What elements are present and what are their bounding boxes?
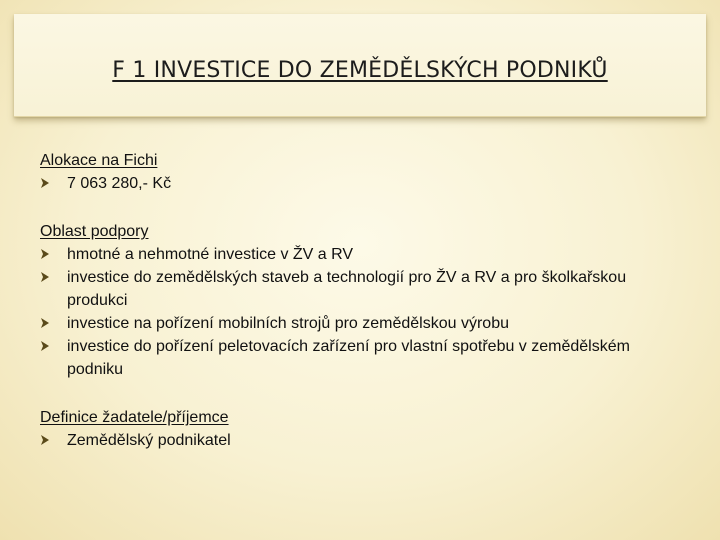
section-definice-zadatele bbox=[40, 407, 660, 452]
bullet-list bbox=[40, 429, 660, 452]
list-item bbox=[40, 312, 660, 335]
section-heading: Alokace na Fichi bbox=[40, 152, 158, 169]
section-oblast-podpory bbox=[40, 221, 660, 381]
section-alokace bbox=[40, 150, 660, 195]
list-item bbox=[40, 172, 660, 195]
arrow-bullet-icon bbox=[40, 272, 50, 282]
list-item bbox=[40, 335, 660, 381]
list-item-text: investice do pořízení peletovacích zařízení pro vlastní spotřebu v zemědělském podniku bbox=[67, 338, 630, 378]
bullet-list bbox=[40, 172, 660, 195]
list-item bbox=[40, 429, 660, 452]
arrow-bullet-icon bbox=[40, 318, 50, 328]
arrow-bullet-icon bbox=[40, 341, 50, 351]
arrow-bullet-icon bbox=[40, 178, 50, 188]
title-box bbox=[14, 14, 706, 117]
list-item-text: 7 063 280,- Kč bbox=[67, 175, 172, 192]
arrow-bullet-icon bbox=[40, 249, 50, 259]
list-item-text: hmotné a nehmotné investice v ŽV a RV bbox=[67, 246, 354, 263]
slide-content bbox=[40, 150, 660, 478]
slide-title: F 1 INVESTICE DO ZEMĚDĚLSKÝCH PODNIKŮ bbox=[112, 58, 608, 83]
list-item-text: investice do zemědělských staveb a technologií pro ŽV a RV a pro školkařskou produkci bbox=[67, 269, 627, 309]
list-item-text: investice na pořízení mobilních strojů pro zemědělskou výrobu bbox=[67, 315, 509, 332]
list-item bbox=[40, 243, 660, 266]
list-item bbox=[40, 266, 660, 312]
bullet-list bbox=[40, 243, 660, 381]
section-heading: Oblast podpory bbox=[40, 223, 149, 240]
section-heading: Definice žadatele/příjemce bbox=[40, 409, 229, 426]
list-item-text: Zemědělský podnikatel bbox=[67, 432, 231, 449]
arrow-bullet-icon bbox=[40, 435, 50, 445]
